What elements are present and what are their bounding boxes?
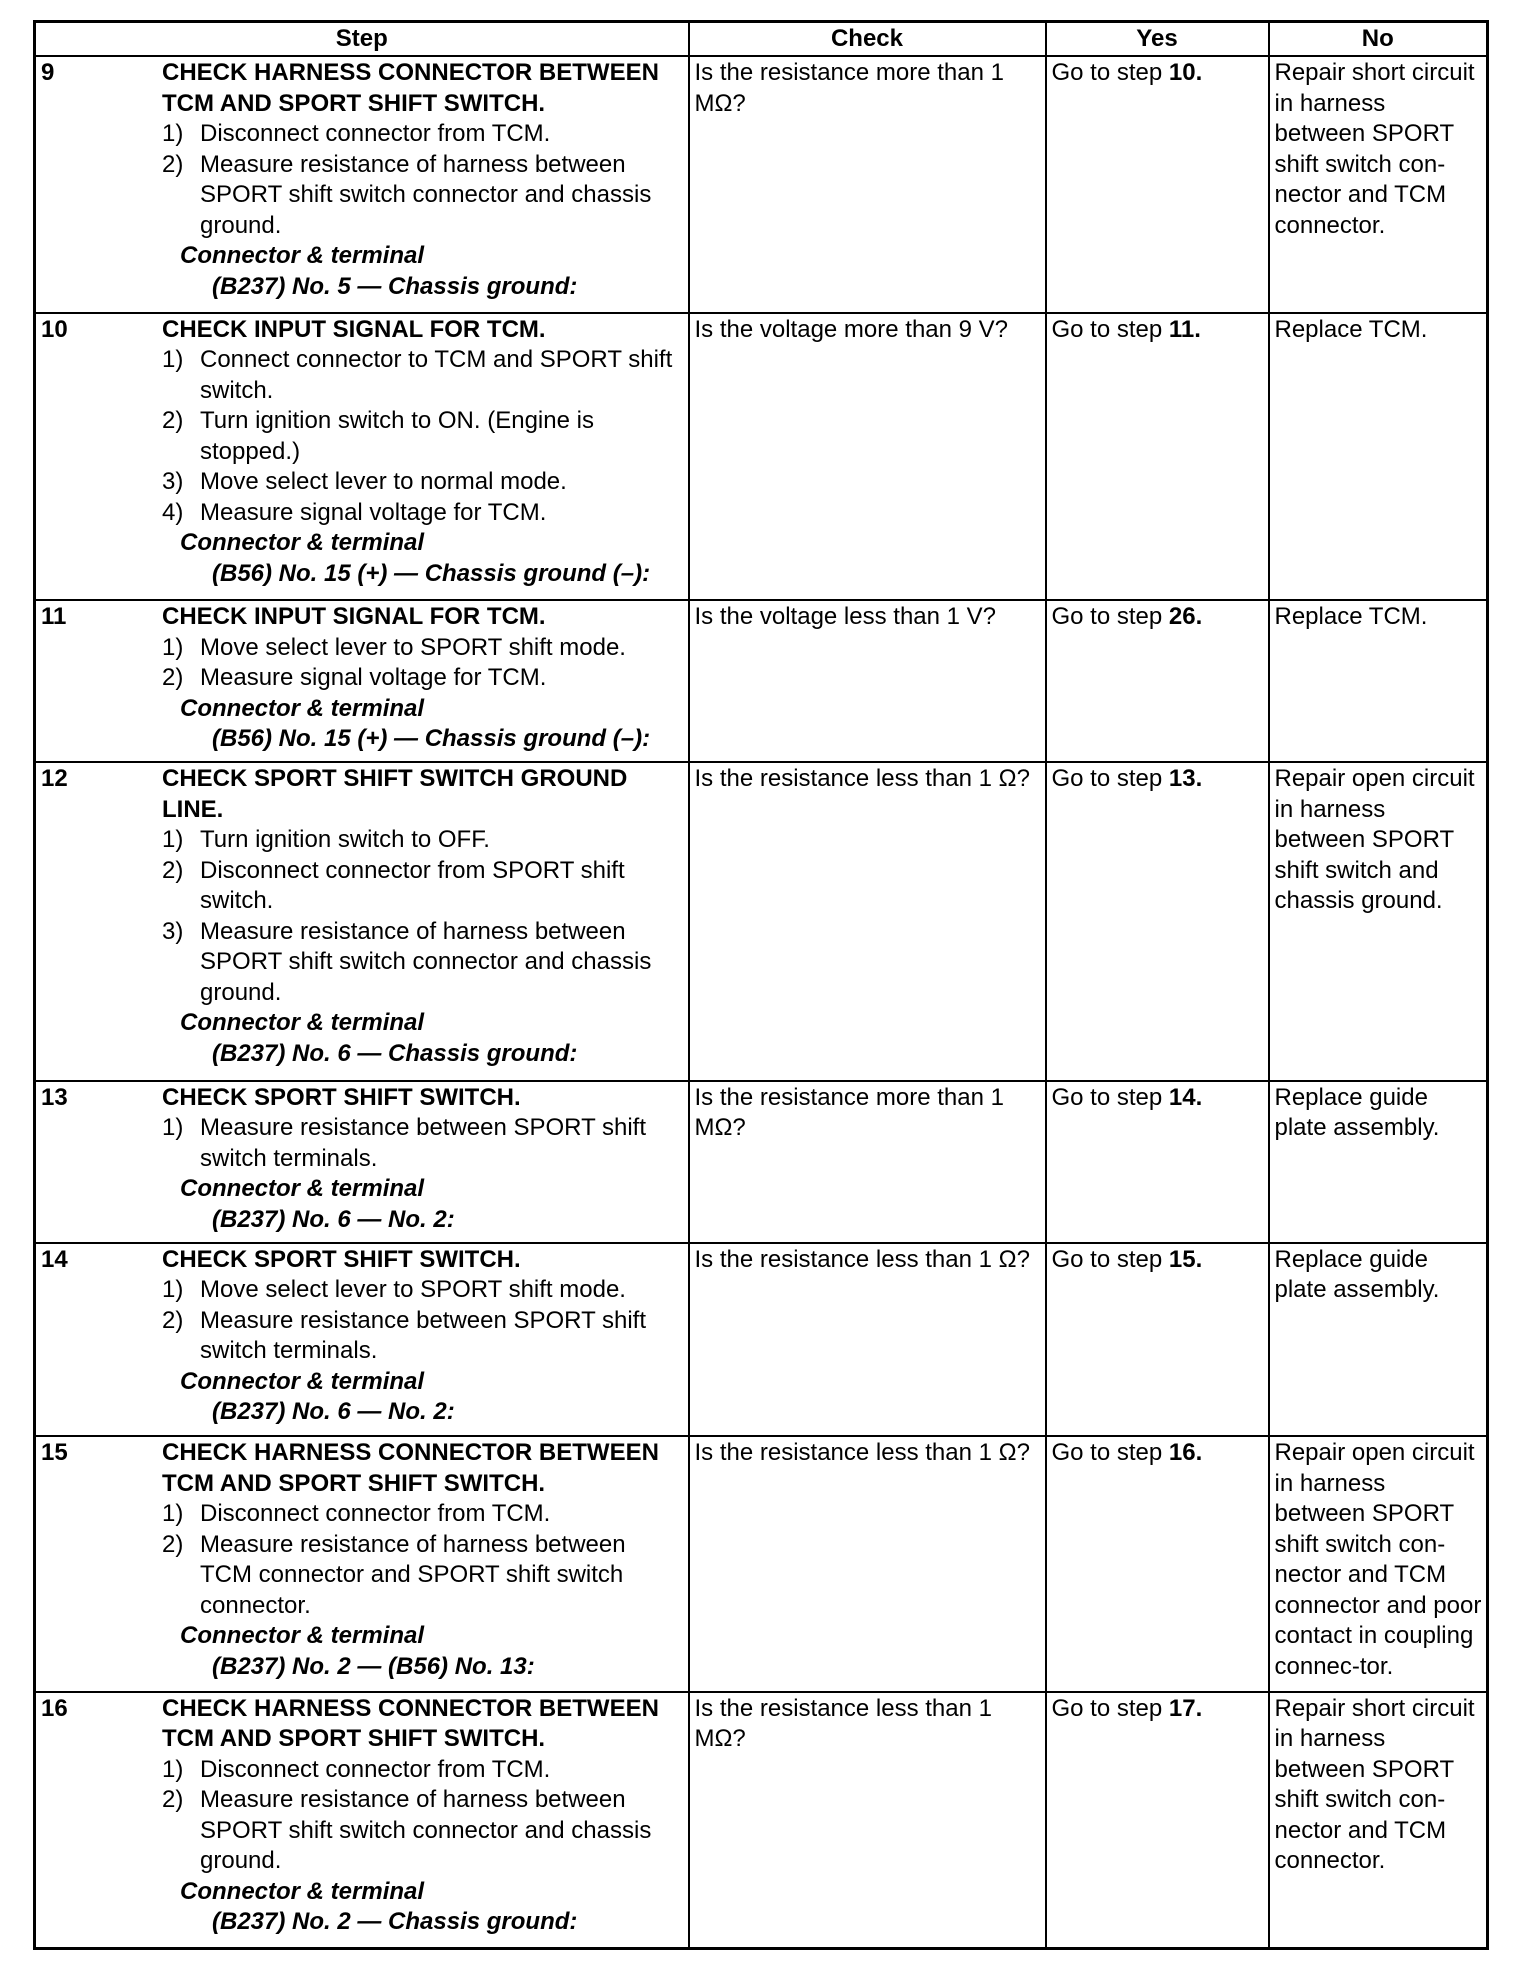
procedure-line bbox=[162, 856, 684, 917]
yes-prefix: Go to step bbox=[1051, 1083, 1169, 1111]
yes-step-number: 17. bbox=[1168, 1694, 1203, 1722]
check-cell: Is the resistance less than 1 Ω? bbox=[689, 1243, 1046, 1436]
connector-terminal-label: Connector & terminal bbox=[180, 1877, 425, 1905]
diagnostic-table bbox=[33, 20, 1489, 1950]
yes-step-number: 11. bbox=[1168, 315, 1201, 343]
procedure-number: 2) bbox=[162, 664, 184, 692]
procedure-number: 2) bbox=[162, 856, 184, 884]
check-cell: Is the resistance less than 1 Ω? bbox=[689, 1436, 1046, 1692]
yes-prefix: Go to step bbox=[1051, 1245, 1169, 1273]
check-cell: Is the resistance more than 1 MΩ? bbox=[689, 1081, 1046, 1243]
connector-terminal-value: (B56) No. 15 (+) — Chassis ground (–): bbox=[212, 559, 651, 587]
header-step: Step bbox=[35, 22, 689, 57]
procedure-line bbox=[162, 1113, 684, 1174]
connector-terminal-value: (B56) No. 15 (+) — Chassis ground (–): bbox=[212, 725, 651, 753]
procedure-text: Turn ignition switch to ON. (Engine is stopped.) bbox=[200, 407, 594, 465]
connector-terminal-label: Connector & terminal bbox=[180, 1367, 425, 1395]
yes-step-number: 15. bbox=[1168, 1245, 1203, 1273]
table-row bbox=[35, 313, 1488, 600]
check-cell: Is the resistance less than 1 Ω? bbox=[689, 762, 1046, 1081]
table-header-row bbox=[35, 22, 1488, 57]
procedure-line bbox=[162, 1275, 684, 1306]
connector-terminal-value: (B237) No. 2 — Chassis ground: bbox=[212, 1908, 578, 1936]
procedure-text: Disconnect connector from TCM. bbox=[200, 120, 551, 147]
header-check: Check bbox=[689, 22, 1046, 57]
procedure-text: Measure signal voltage for TCM. bbox=[200, 664, 547, 692]
procedure-line bbox=[162, 406, 684, 467]
step-title: CHECK SPORT SHIFT SWITCH. bbox=[162, 1245, 521, 1273]
connector-terminal-value: (B237) No. 6 — No. 2: bbox=[212, 1205, 455, 1233]
yes-cell bbox=[1046, 1436, 1269, 1692]
step-title: CHECK SPORT SHIFT SWITCH GROUND LINE. bbox=[162, 765, 628, 823]
yes-cell bbox=[1046, 313, 1269, 600]
procedure-text: Measure resistance between SPORT shift switch terminals. bbox=[200, 1114, 646, 1172]
connector-terminal-value: (B237) No. 5 — Chassis ground: bbox=[212, 272, 578, 300]
step-number: 14 bbox=[41, 1245, 68, 1273]
procedure-number: 3) bbox=[162, 917, 184, 945]
step-cell bbox=[35, 1081, 689, 1243]
no-cell: Replace TCM. bbox=[1269, 313, 1488, 600]
procedure-text: Turn ignition switch to OFF. bbox=[200, 826, 490, 854]
yes-prefix: Go to step bbox=[1051, 603, 1169, 631]
connector-terminal-label: Connector & terminal bbox=[180, 1175, 425, 1203]
procedure-number: 2) bbox=[162, 1530, 184, 1558]
procedure-number: 1) bbox=[162, 120, 184, 147]
connector-terminal-label: Connector & terminal bbox=[180, 242, 425, 269]
procedure-text: Disconnect connector from TCM. bbox=[200, 1500, 551, 1527]
connector-terminal-value: (B237) No. 6 — Chassis ground: bbox=[212, 1039, 578, 1067]
procedure-number: 1) bbox=[162, 826, 184, 854]
step-cell bbox=[35, 313, 689, 600]
step-title: CHECK INPUT SIGNAL FOR TCM. bbox=[162, 603, 546, 631]
procedure-line bbox=[162, 345, 684, 406]
no-cell: Repair short circuit in harness between SPORT shift switch con-nector and TCM connector. bbox=[1269, 56, 1488, 313]
step-number: 13 bbox=[41, 1083, 68, 1111]
procedure-text: Disconnect connector from SPORT shift switch. bbox=[200, 856, 625, 915]
procedure-text: Measure resistance of harness between TCM connector and SPORT shift switch connector. bbox=[200, 1530, 626, 1619]
table-row bbox=[35, 1081, 1488, 1243]
step-number: 9 bbox=[41, 59, 55, 86]
procedure-text: Connect connector to TCM and SPORT shift switch. bbox=[200, 346, 673, 404]
procedure-line bbox=[162, 663, 684, 694]
step-number: 11 bbox=[41, 603, 67, 631]
step-number: 10 bbox=[41, 315, 68, 343]
procedure-text: Move select lever to normal mode. bbox=[200, 468, 567, 496]
no-cell: Repair short circuit in harness between SPORT shift switch con-nector and TCM connector. bbox=[1269, 1692, 1488, 1949]
procedure-number: 1) bbox=[162, 633, 184, 661]
procedure-number: 1) bbox=[162, 1114, 184, 1142]
step-title: CHECK INPUT SIGNAL FOR TCM. bbox=[162, 315, 546, 343]
procedure-number: 1) bbox=[162, 346, 184, 374]
step-title: CHECK SPORT SHIFT SWITCH. bbox=[162, 1083, 521, 1111]
procedure-line bbox=[162, 150, 684, 242]
yes-step-number: 14. bbox=[1168, 1083, 1203, 1111]
procedure-line bbox=[162, 1530, 684, 1622]
yes-cell bbox=[1046, 600, 1269, 762]
procedure-number: 2) bbox=[162, 1306, 184, 1334]
step-title: CHECK HARNESS CONNECTOR BETWEEN TCM AND SPORT SHIFT SWITCH. bbox=[162, 1694, 659, 1753]
table-row bbox=[35, 1692, 1488, 1949]
procedure-number: 4) bbox=[162, 498, 184, 526]
no-cell: Repair open circuit in harness between SPORT shift switch and chassis ground. bbox=[1269, 762, 1488, 1081]
yes-prefix: Go to step bbox=[1051, 1439, 1169, 1466]
procedure-line bbox=[162, 825, 684, 856]
procedure-number: 2) bbox=[162, 1786, 184, 1814]
no-cell: Replace TCM. bbox=[1269, 600, 1488, 762]
no-cell: Repair open circuit in harness between SPORT shift switch con-nector and TCM connector and poor contact in coupling connec-tor. bbox=[1269, 1436, 1488, 1692]
procedure-number: 3) bbox=[162, 468, 184, 496]
yes-cell bbox=[1046, 1692, 1269, 1949]
check-cell: Is the resistance less than 1 MΩ? bbox=[689, 1692, 1046, 1949]
step-cell bbox=[35, 1436, 689, 1692]
procedure-text: Disconnect connector from TCM. bbox=[200, 1755, 551, 1783]
procedure-line bbox=[162, 1499, 684, 1530]
procedure-line bbox=[162, 119, 684, 150]
procedure-number: 2) bbox=[162, 407, 184, 435]
step-cell bbox=[35, 600, 689, 762]
connector-terminal-label: Connector & terminal bbox=[180, 529, 425, 557]
connector-terminal-value: (B237) No. 6 — No. 2: bbox=[212, 1398, 455, 1426]
table-row bbox=[35, 762, 1488, 1081]
table-row bbox=[35, 1243, 1488, 1436]
procedure-line bbox=[162, 467, 684, 498]
yes-prefix: Go to step bbox=[1051, 1694, 1169, 1722]
check-cell: Is the voltage more than 9 V? bbox=[689, 313, 1046, 600]
connector-terminal-value: (B237) No. 2 — (B56) No. 13: bbox=[212, 1652, 535, 1680]
yes-cell bbox=[1046, 762, 1269, 1081]
check-cell: Is the voltage less than 1 V? bbox=[689, 600, 1046, 762]
step-cell bbox=[35, 56, 689, 313]
yes-prefix: Go to step bbox=[1051, 315, 1169, 343]
procedure-line bbox=[162, 1785, 684, 1877]
step-title: CHECK HARNESS CONNECTOR BETWEEN TCM AND SPORT SHIFT SWITCH. bbox=[162, 59, 659, 117]
procedure-line bbox=[162, 917, 684, 1009]
step-number: 12 bbox=[41, 765, 68, 793]
procedure-line bbox=[162, 633, 684, 664]
header-no: No bbox=[1269, 22, 1488, 57]
procedure-line bbox=[162, 1755, 684, 1786]
yes-step-number: 26. bbox=[1168, 603, 1203, 631]
table-row bbox=[35, 600, 1488, 762]
check-cell: Is the resistance more than 1 MΩ? bbox=[689, 56, 1046, 313]
procedure-number: 2) bbox=[162, 150, 184, 178]
step-title: CHECK HARNESS CONNECTOR BETWEEN TCM AND SPORT SHIFT SWITCH. bbox=[162, 1439, 659, 1497]
header-yes: Yes bbox=[1046, 22, 1269, 57]
step-number: 15 bbox=[41, 1439, 68, 1466]
yes-cell bbox=[1046, 56, 1269, 313]
table-row bbox=[35, 1436, 1488, 1692]
step-cell bbox=[35, 1243, 689, 1436]
yes-step-number: 16. bbox=[1168, 1439, 1203, 1466]
procedure-number: 1) bbox=[162, 1276, 184, 1304]
connector-terminal-label: Connector & terminal bbox=[180, 694, 425, 722]
yes-cell bbox=[1046, 1243, 1269, 1436]
connector-terminal-label: Connector & terminal bbox=[180, 1009, 425, 1037]
table-row bbox=[35, 56, 1488, 313]
procedure-number: 1) bbox=[162, 1500, 184, 1527]
connector-terminal-label: Connector & terminal bbox=[180, 1622, 425, 1649]
yes-prefix: Go to step bbox=[1051, 765, 1169, 793]
yes-step-number: 10. bbox=[1168, 59, 1203, 86]
procedure-text: Measure resistance of harness between SPORT shift switch connector and chassis ground. bbox=[200, 1786, 652, 1875]
yes-cell bbox=[1046, 1081, 1269, 1243]
procedure-text: Measure resistance of harness between SPORT shift switch connector and chassis ground. bbox=[200, 150, 652, 239]
yes-step-number: 13. bbox=[1168, 765, 1203, 793]
procedure-text: Move select lever to SPORT shift mode. bbox=[200, 633, 626, 661]
step-cell bbox=[35, 762, 689, 1081]
procedure-text: Measure signal voltage for TCM. bbox=[200, 498, 547, 526]
procedure-number: 1) bbox=[162, 1755, 184, 1783]
procedure-text: Move select lever to SPORT shift mode. bbox=[200, 1276, 626, 1304]
procedure-text: Measure resistance between SPORT shift switch terminals. bbox=[200, 1306, 646, 1365]
yes-prefix: Go to step bbox=[1051, 59, 1169, 86]
step-cell bbox=[35, 1692, 689, 1949]
no-cell: Replace guide plate assembly. bbox=[1269, 1243, 1488, 1436]
procedure-line bbox=[162, 1306, 684, 1367]
procedure-line bbox=[162, 498, 684, 529]
step-number: 16 bbox=[41, 1694, 68, 1722]
procedure-text: Measure resistance of harness between SPORT shift switch connector and chassis ground. bbox=[200, 917, 652, 1006]
no-cell: Replace guide plate assembly. bbox=[1269, 1081, 1488, 1243]
